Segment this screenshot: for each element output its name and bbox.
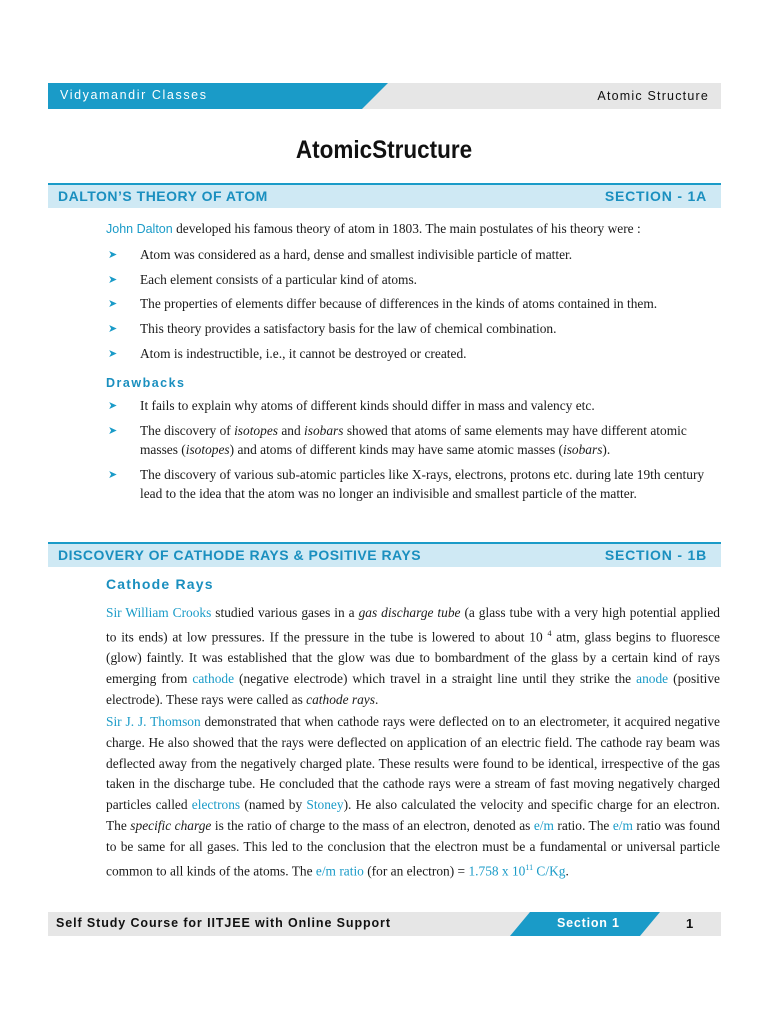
name-william-crooks: Sir William Crooks <box>106 605 212 620</box>
drawback-item: The discovery of isotopes and isobars showed that atoms of same elements may have different atomic masses (isotopes) and atoms of different kinds may have same atomic masses (isobars). <box>140 423 687 457</box>
header-brand: Vidyamandir Classes <box>60 88 208 102</box>
section-1a-label: SECTION - 1A <box>604 188 707 204</box>
bullet-arrow-icon: ➤ <box>108 425 118 437</box>
header-topic: Atomic Structure <box>597 89 709 103</box>
drawback-item: The discovery of various sub-atomic particles like X-rays, electrons, protons etc. during late 19th century lead to the idea that the atom was no longer an indivisible and smallest particle of the matter. <box>140 467 705 501</box>
postulate-item: Atom is indestructible, i.e., it cannot be destroyed or created. <box>140 346 467 361</box>
crooks-paragraph: Sir William Crooks studied various gases in a gas discharge tube (a glass tube with a very high potential applied to its ends) at low pressures. If the pressure in the tube is lowered to about 10 $^4$ atm, glass begins to fluoresce (glow) faintly. It was established that the glow was due to bombardment of the glass by a certain kind of rays emerging from cathode (negative electrode) which travel in a straight line until they strike the anode (positive electrode). These rays were called as cathode rays. <box>106 605 720 707</box>
section-1a-title: DALTON’S THEORY OF ATOM <box>58 188 268 204</box>
bullet-arrow-icon: ➤ <box>108 323 118 335</box>
footer-course: Self Study Course for IITJEE with Online Support <box>56 916 391 930</box>
section-1b-bar <box>48 542 721 567</box>
postulate-item: Each element consists of a particular kind of atoms. <box>140 272 418 287</box>
name-jj-thomson: Sir J. J. Thomson <box>106 714 201 729</box>
postulate-item: The properties of elements differ because of differences in the kinds of atoms contained in them. <box>140 296 658 311</box>
section-1a-bar <box>48 183 721 208</box>
page-number: 1 <box>686 916 694 931</box>
bullet-arrow-icon: ➤ <box>108 400 118 412</box>
cathode-rays-heading: Cathode Rays <box>106 576 214 592</box>
page-title: AtomicStructure <box>295 136 473 164</box>
bullet-arrow-icon: ➤ <box>108 348 118 360</box>
drawback-item: It fails to explain why atoms of different kinds should differ in mass and valency etc. <box>140 398 595 413</box>
section-1b-label: SECTION - 1B <box>604 547 707 563</box>
dalton-intro: John Dalton developed his famous theory of atom in 1803. The main postulates of his theory were : <box>106 221 641 236</box>
bullet-arrow-icon: ➤ <box>108 274 118 286</box>
postulate-item: Atom was considered as a hard, dense and smallest indivisible particle of matter. <box>140 247 573 262</box>
bullet-arrow-icon: ➤ <box>108 469 118 481</box>
postulate-item: This theory provides a satisfactory basis for the law of chemical combination. <box>140 321 557 336</box>
thomson-paragraph: Sir J. J. Thomson demonstrated that when cathode rays were deflected on to an electrometer, it acquired negative charge. He also showed that the rays were deflected on application of an electric field. The cathode ray beam was deflected away from the negatively charged plate. These results were found to be identical, irrespective of the gas taken in the discharge tube. He concluded that the cathode rays were a stream of fast moving negatively charged particles called electrons (named by Stoney). He also calculated the velocity and specific charge for an electron. The specific charge is the ratio of charge to the mass of an electron, denoted as e/m ratio. The e/m ratio was found to be same for all gases. This led to the conclusion that the electron must be a fundamental or universal particle common to all kinds of the atoms. The e/m ratio (for an electron) = 1.758 x $10^{11}$ C/Kg. <box>106 714 720 879</box>
section-1b-title: DISCOVERY OF CATHODE RAYS & POSITIVE RAYS <box>58 547 422 563</box>
name-john-dalton: John Dalton <box>106 222 173 236</box>
footer-section: Section 1 <box>557 916 620 930</box>
bullet-arrow-icon: ➤ <box>108 298 118 310</box>
bullet-arrow-icon: ➤ <box>108 249 118 261</box>
drawbacks-heading: Drawbacks <box>106 376 186 390</box>
